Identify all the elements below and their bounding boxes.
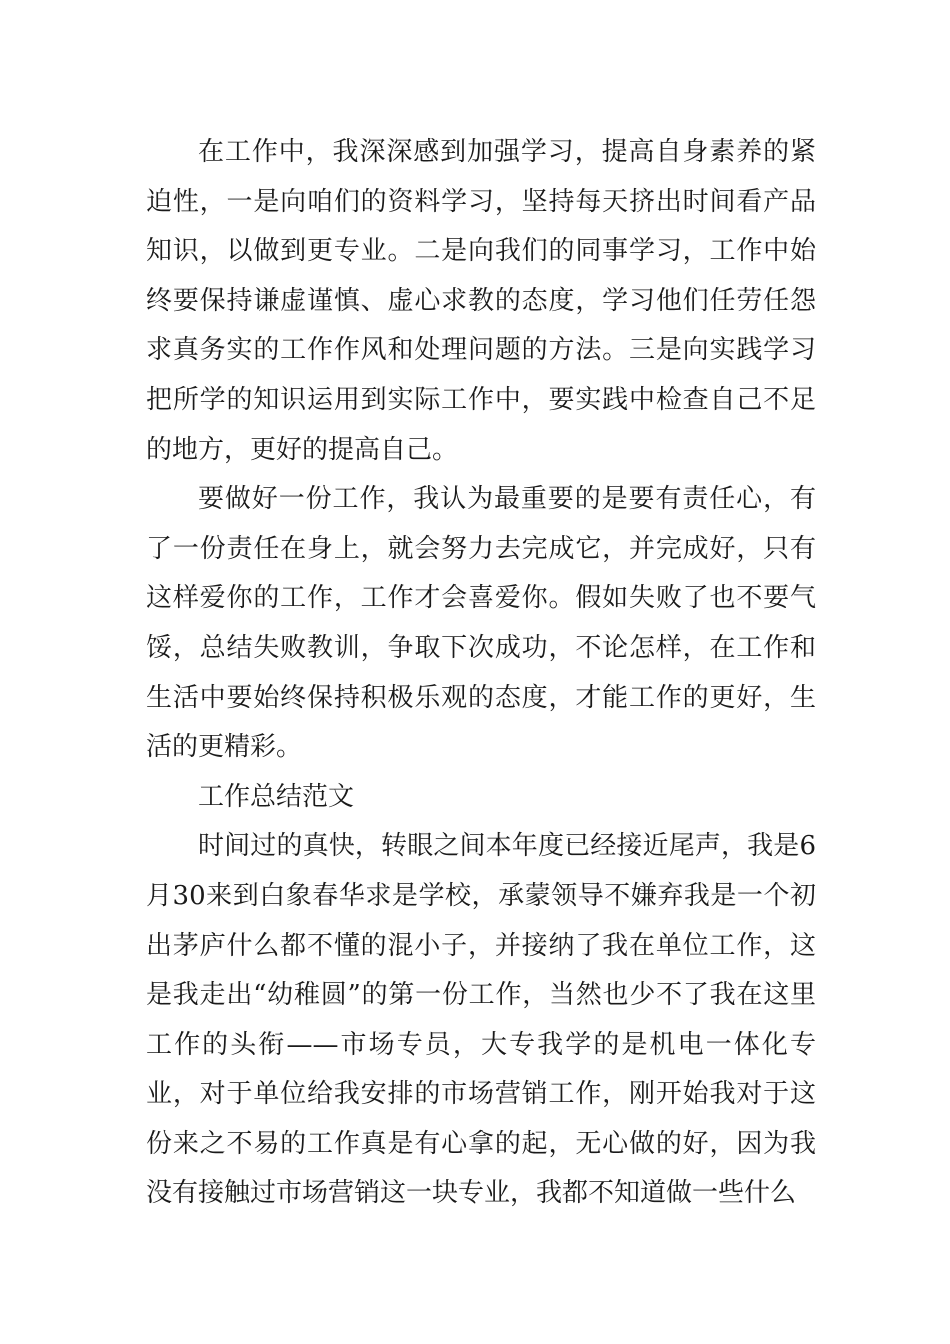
paragraph-responsibility: 要做好一份工作，我认为最重要的是要有责任心，有了一份责任在身上，就会努力去完成它，并完成好，只有这样爱你的工作，工作才会喜爱你。假如失败了也不要气馁，总结失败教训，争取下次成功，不论怎样，在工作和生活中要始终保持积极乐观的态度，才能工作的更好，生活的更精彩。 xyxy=(146,484,816,763)
document-body xyxy=(146,128,816,1219)
paragraph-summary-intro: 时间过的真快，转眼之间本年度已经接近尾声，我是6月30来到白象春华求是学校，承蒙领导不嫌弃我是一个初出茅庐什么都不懂的混小子，并接纳了我在单位工作，这是我走出“幼稚圆”的第一份工作，当然也少不了我在这里工作的头衔——市场专员，大专我学的是机电一体化专业，对于单位给我安排的市场营销工作，刚开始我对于这份来之不易的工作真是有心拿的起，无心做的好，因为我没有接触过市场营销这一块专业，我都不知道做一些什么 xyxy=(146,831,816,1209)
paragraph-learning: 在工作中，我深深感到加强学习，提高自身素养的紧迫性，一是向咱们的资料学习，坚持每天挤出时间看产品知识，以做到更专业。二是向我们的同事学习，工作中始终要保持谦虚谨慎、虚心求教的态度，学习他们任劳任怨求真务实的工作作风和处理问题的方法。三是向实践学习把所学的知识运用到实际工作中，要实践中检查自己不足的地方，更好的提高自己。 xyxy=(146,137,816,465)
section-title: 工作总结范文 xyxy=(198,781,355,812)
